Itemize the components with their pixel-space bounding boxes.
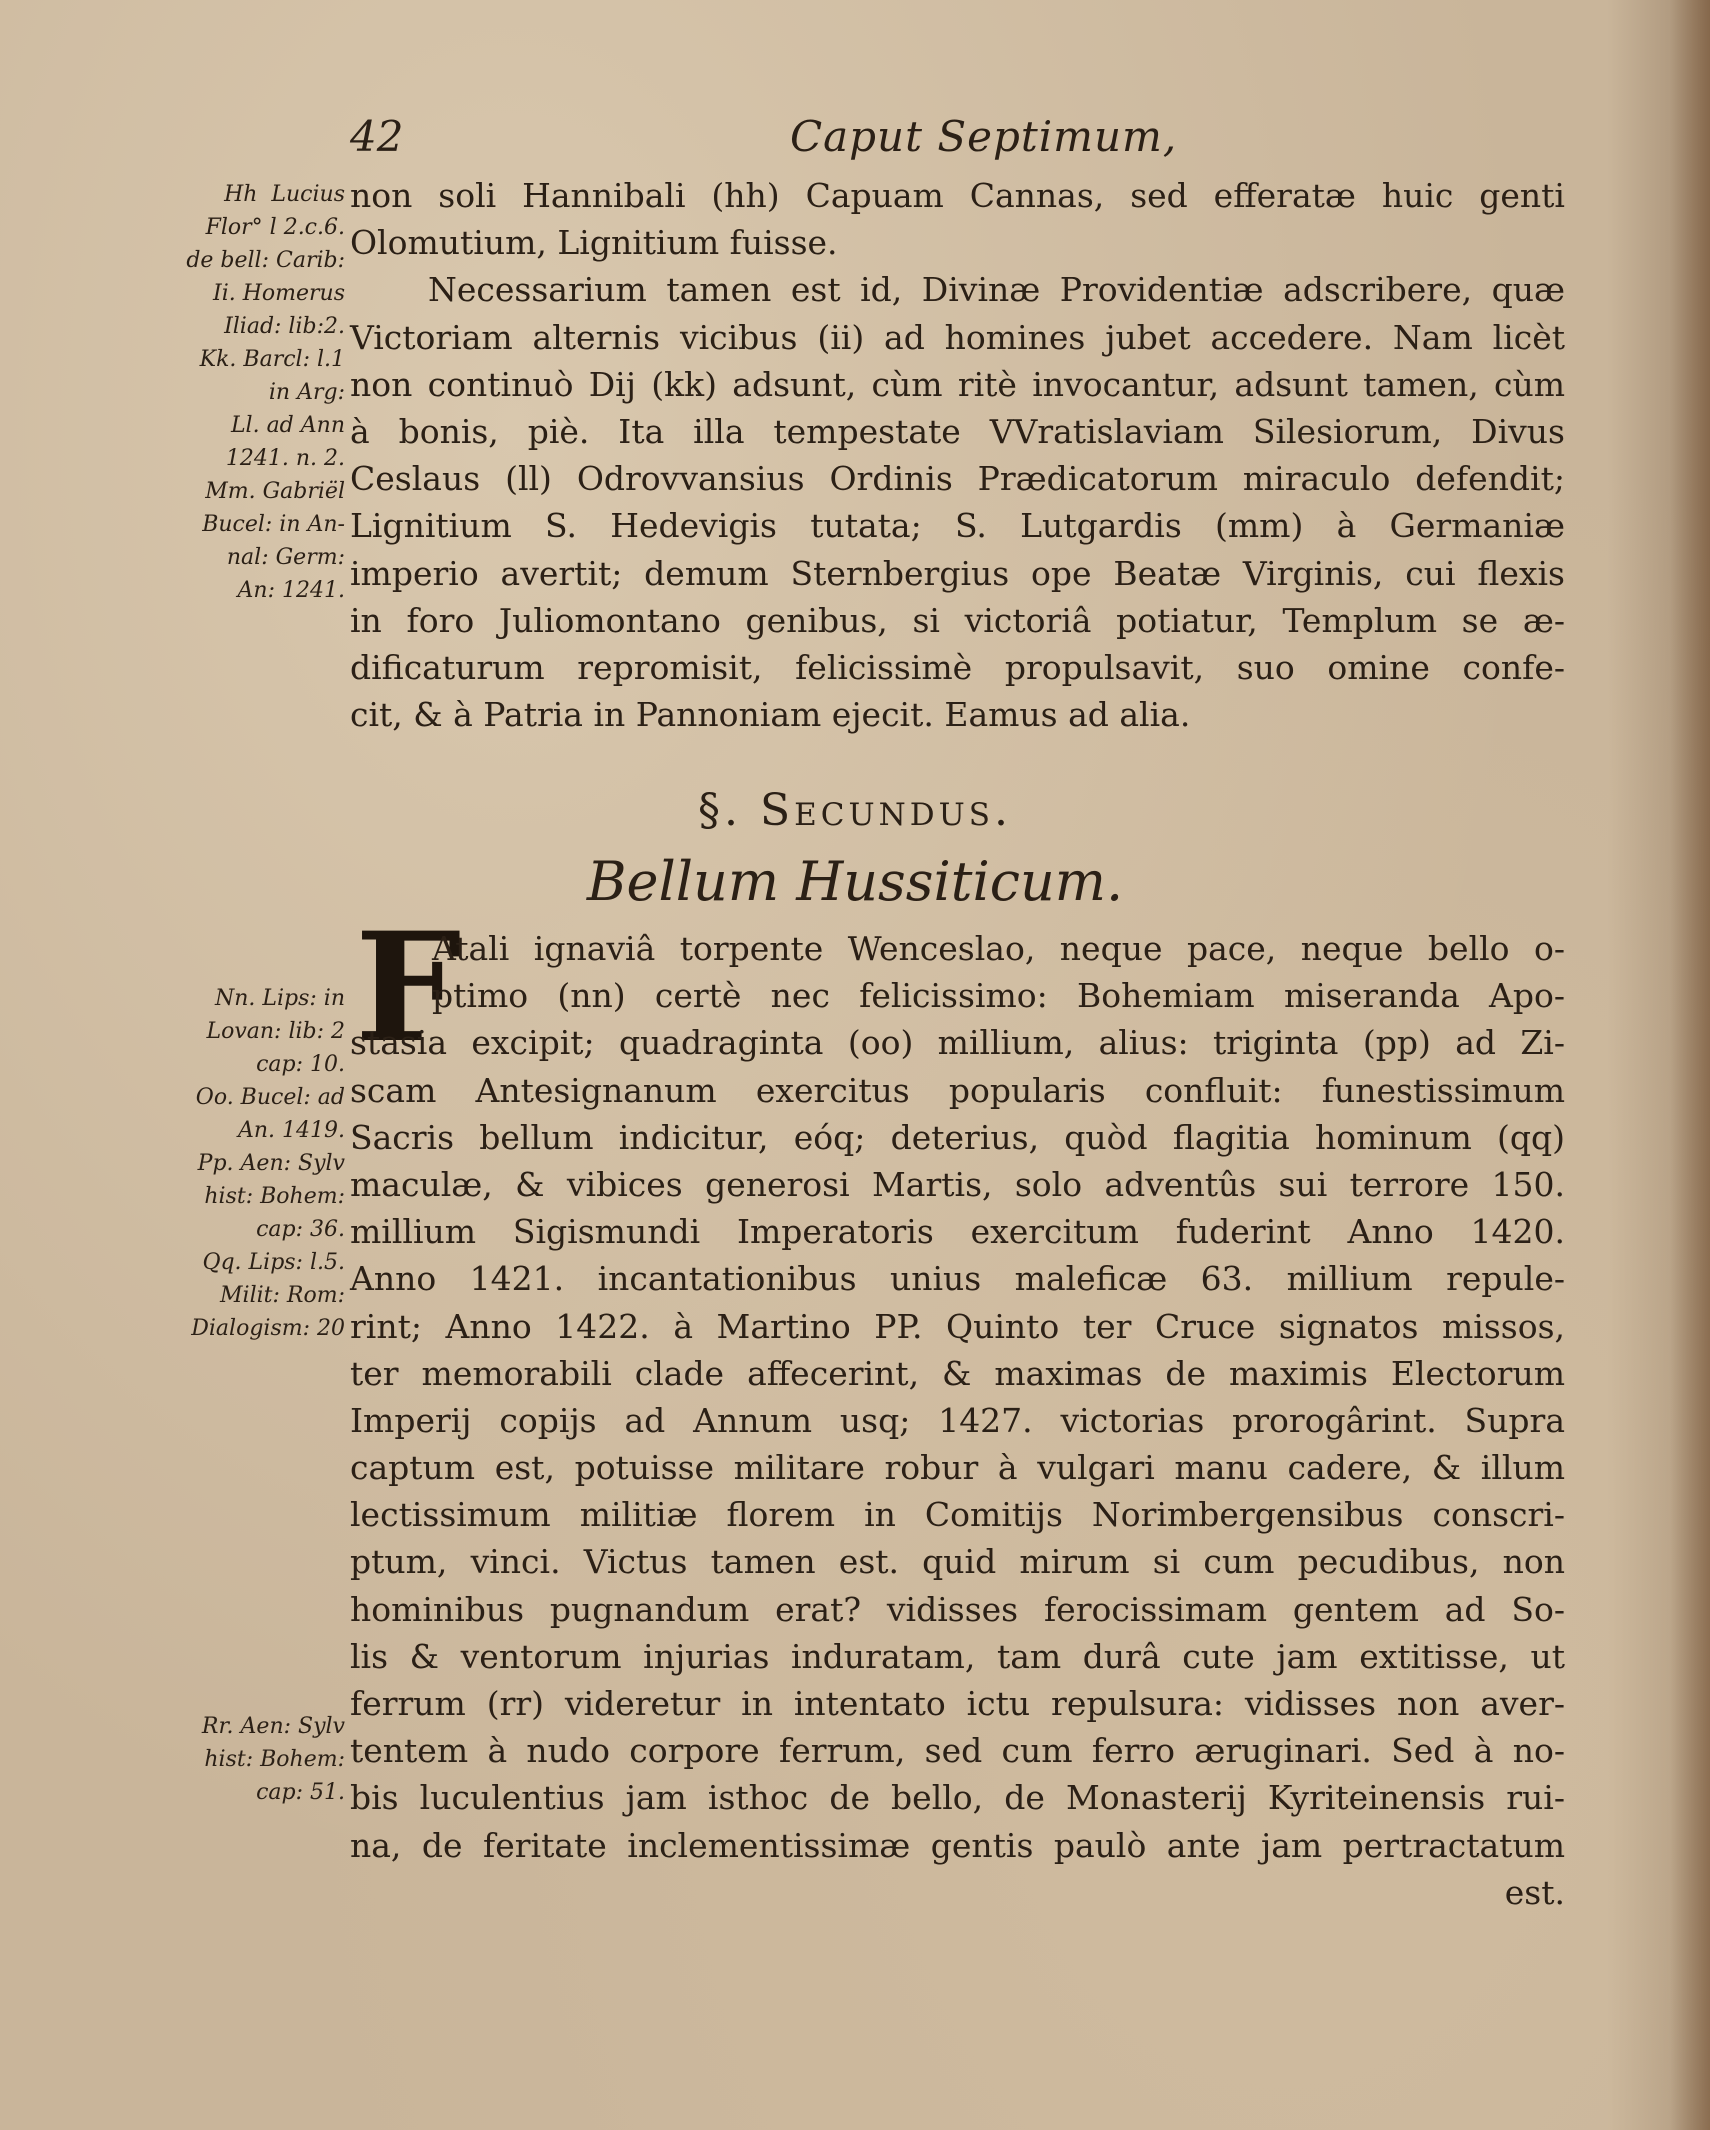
margin-note: cap: 51.	[256, 1780, 345, 1805]
text-line: Ceslaus (ll) Odrovvansius Ordinis Prædicatorum miraculo defendit;	[350, 459, 1565, 499]
text-line: Sacris bellum indicitur, eóq; deterius, quòd flagitia hominum (qq)	[350, 1117, 1565, 1157]
margin-note: Ii. Homerus	[213, 281, 345, 306]
margin-note: Nn. Lips: in	[214, 986, 345, 1011]
margin-note: Flor° l 2.c.6.	[205, 215, 345, 240]
margin-note: Rr. Aen: Sylv	[201, 1714, 345, 1739]
text-line: Imperij copijs ad Annum usq; 1427. victorias prorogârint. Supra	[350, 1400, 1565, 1440]
margin-notes-top	[140, 178, 345, 607]
margin-note: in Arg:	[268, 380, 345, 405]
text-line: in foro Juliomontano genibus, si victoriâ potiatur, Templum se æ-	[350, 600, 1565, 640]
margin-note: hist: Bohem:	[204, 1747, 345, 1772]
paragraph-1	[350, 172, 1565, 738]
page-edge-shadow	[1670, 0, 1710, 2130]
page-number: 42	[350, 112, 404, 161]
text-line: tentem à nudo corpore ferrum, sed cum ferro æruginari. Sed à no-	[350, 1731, 1565, 1771]
text-line: Olomutium, Lignitium fuisse.	[350, 223, 838, 263]
text-line: bis luculentius jam isthoc de bello, de Monasterij Kyriteinensis rui-	[350, 1778, 1565, 1818]
margin-note: Qq. Lips: l.5.	[202, 1250, 345, 1275]
text-line: hominibus pugnandum erat? vidisses ferocissimam gentem ad So-	[350, 1589, 1565, 1629]
text-line: captum est, potuisse militare robur à vulgari manu cadere, & illum	[350, 1448, 1565, 1488]
text-line: maculæ, & vibices generosi Martis, solo adventûs sui terrore 150.	[350, 1164, 1565, 1204]
text-line: Anno 1421. incantationibus unius maleficæ 63. millium repule-	[350, 1259, 1565, 1299]
paragraph-2	[350, 925, 1565, 1916]
margin-notes-bottom	[140, 1710, 345, 1809]
text-line: cit, & à Patria in Pannoniam ejecit. Eamus ad alia.	[350, 695, 1191, 735]
text-line: ferrum (rr) videretur in intentato ictu repulsura: vidisses non aver-	[350, 1684, 1565, 1723]
running-title: Caput Septimum,	[790, 112, 1178, 161]
margin-note: de bell: Carib:	[186, 248, 345, 273]
text-line: Necessarium tamen est id, Divinæ Providentiæ adscribere, quæ	[428, 270, 1565, 310]
text-line: non continuò Dij (kk) adsunt, cùm ritè invocantur, adsunt tamen, cùm	[350, 364, 1565, 404]
text-line: ptum, vinci. Victus tamen est. quid mirum si cum pecudibus, non	[350, 1542, 1565, 1582]
text-line: Victoriam alternis vicibus (ii) ad homines jubet accedere. Nam licèt	[350, 317, 1565, 357]
margin-note: Mm. Gabriël	[205, 479, 345, 504]
margin-note: An: 1241.	[237, 578, 345, 603]
section-subtitle: Bellum Hussiticum.	[586, 850, 1124, 913]
text-line: lectissimum militiæ florem in Comitijs Norimbergensibus conscri-	[350, 1495, 1565, 1535]
margin-note: Hh Lucius	[224, 182, 345, 207]
text-line: rint; Anno 1422. à Martino PP. Quinto ter Cruce signatos missos,	[350, 1306, 1565, 1346]
text-line: Atali ignaviâ torpente Wenceslao, neque pace, neque bello o-	[432, 929, 1565, 968]
margin-note: Lovan: lib: 2	[206, 1019, 345, 1044]
text-line: stasia excipit; quadraginta (oo) millium, alius: triginta (pp) ad Zi-	[350, 1023, 1565, 1063]
margin-note: Iliad: lib:2.	[224, 314, 345, 339]
text-line: est.	[1504, 1872, 1565, 1912]
margin-note: cap: 36.	[256, 1217, 345, 1242]
text-line: na, de feritate inclementissimæ gentis paulò ante jam pertractatum	[350, 1825, 1565, 1865]
text-line: à bonis, piè. Ita illa tempestate VVratislaviam Silesiorum, Divus	[350, 411, 1565, 451]
text-line: dificaturum repromisit, felicissimè propulsavit, suo omine confe-	[350, 647, 1565, 687]
section-heading: §. Secundus.	[698, 785, 1012, 836]
margin-note: Milit: Rom:	[220, 1283, 345, 1308]
text-line: Lignitium S. Hedevigis tutata; S. Lutgardis (mm) à Germaniæ	[350, 506, 1565, 546]
running-head	[0, 112, 1710, 172]
margin-note: cap: 10.	[256, 1052, 345, 1077]
margin-note: Bucel: in An-	[202, 512, 345, 537]
margin-note: nal: Germ:	[226, 545, 345, 570]
margin-note: Kk. Barcl: l.1	[199, 347, 345, 372]
text-line: ter memorabili clade affecerint, & maximas de maximis Electorum	[350, 1353, 1565, 1393]
margin-note: Oo. Bucel: ad	[195, 1085, 345, 1110]
margin-note: Pp. Aen: Sylv	[197, 1151, 345, 1176]
text-line: imperio avertit; demum Sternbergius ope Beatæ Virginis, cui flexis	[350, 553, 1565, 593]
drop-cap: F	[355, 900, 462, 1076]
text-line: non soli Hannibali (hh) Capuam Cannas, sed efferatæ huic genti	[350, 176, 1565, 215]
margin-note: Ll. ad Ann	[230, 413, 345, 438]
text-line: ptimo (nn) certè nec felicissimo: Bohemiam miseranda Apo-	[432, 976, 1565, 1016]
margin-note: hist: Bohem:	[204, 1184, 345, 1209]
text-line: millium Sigismundi Imperatoris exercitum fuderint Anno 1420.	[350, 1212, 1565, 1252]
margin-note: Dialogism: 20	[191, 1316, 345, 1341]
margin-notes-middle	[140, 982, 345, 1345]
text-line: scam Antesignanum exercitus popularis confluit: funestissimum	[350, 1070, 1565, 1110]
margin-note: 1241. n. 2.	[225, 446, 345, 471]
margin-note: An. 1419.	[237, 1118, 345, 1143]
text-line: lis & ventorum injurias induratam, tam durâ cute jam extitisse, ut	[350, 1636, 1565, 1676]
